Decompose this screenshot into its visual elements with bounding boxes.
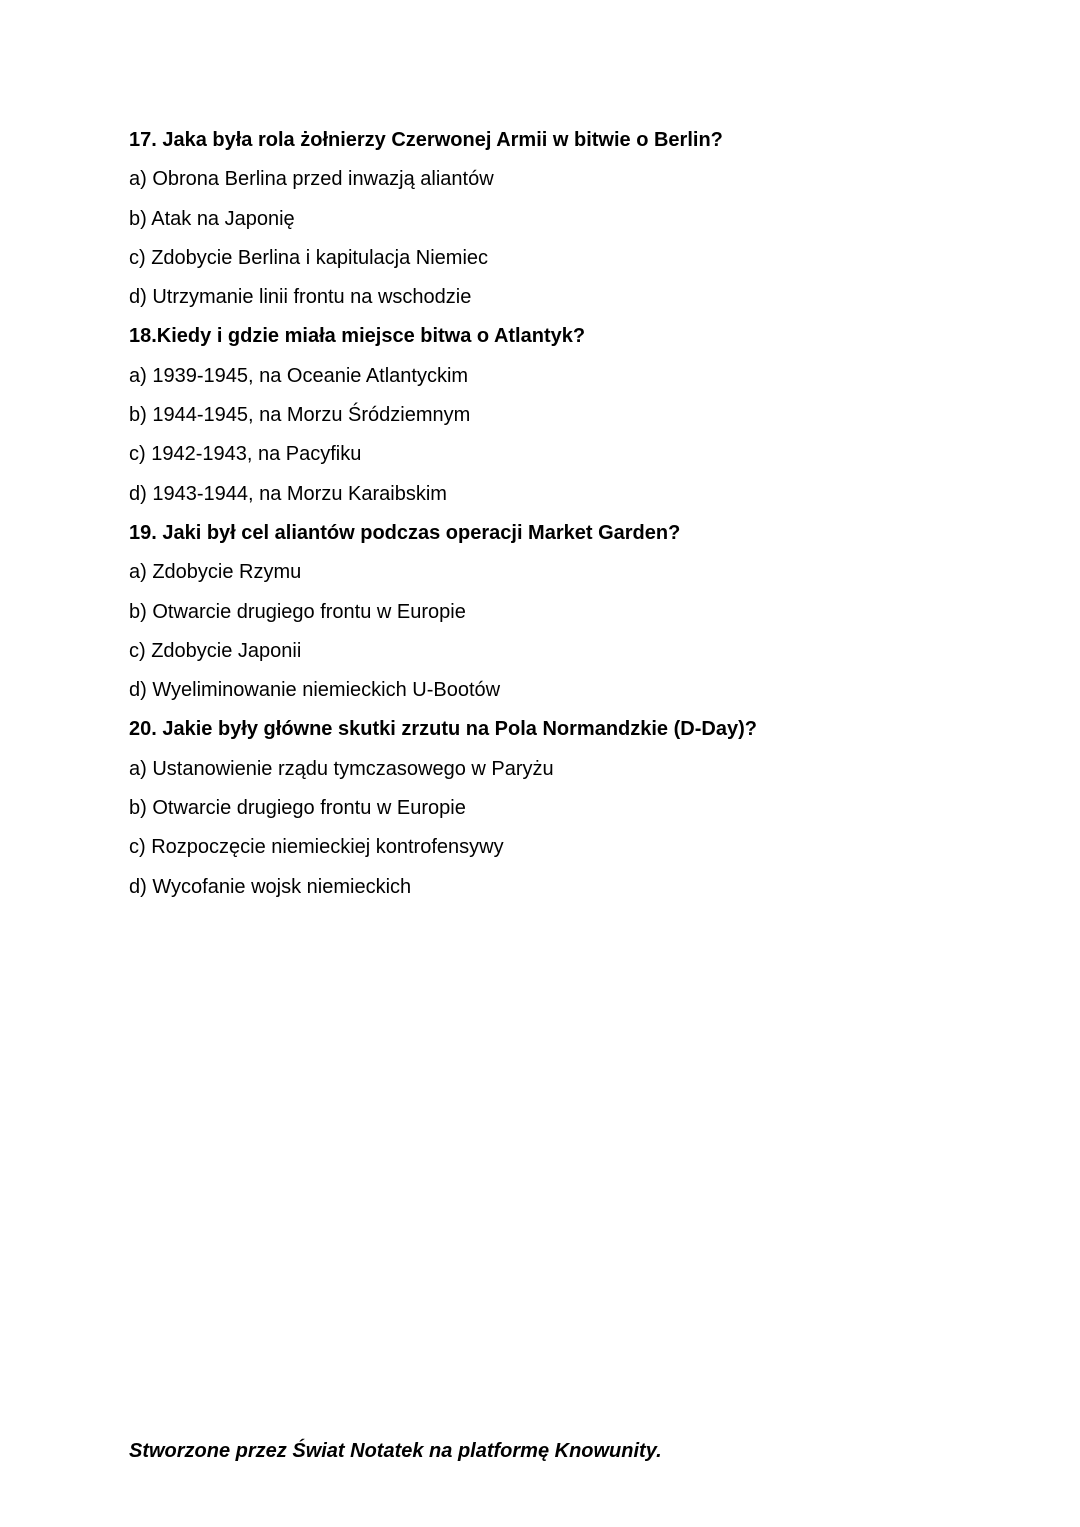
answer-option-a: a) 1939-1945, na Oceanie Atlantyckim: [129, 364, 469, 387]
answer-option-c: c) Rozpoczęcie niemieckiej kontrofensywy: [129, 836, 504, 859]
answer-option-d: d) Utrzymanie linii frontu na wschodzie: [129, 286, 472, 309]
question-text: 20. Jakie były główne skutki zrzutu na Pola Normandzkie (D-Day)?: [129, 718, 757, 741]
answer-option-b: b) 1944-1945, na Morzu Śródziemnym: [129, 404, 471, 427]
question-block-17: [129, 121, 1009, 317]
question-text: 17. Jaka była rola żołnierzy Czerwonej Armii w bitwie o Berlin?: [129, 129, 723, 151]
answer-option-c: c) Zdobycie Japonii: [129, 639, 302, 662]
answer-option-d: d) Wycofanie wojsk niemieckich: [129, 875, 412, 898]
answer-option-d: d) 1943-1944, na Morzu Karaibskim: [129, 482, 447, 505]
answer-option-b: b) Atak na Japonię: [129, 207, 295, 230]
answer-option-b: b) Otwarcie drugiego frontu w Europie: [129, 797, 466, 820]
answer-option-c: c) Zdobycie Berlina i kapitulacja Niemiec: [129, 246, 489, 269]
question-text: 19. Jaki był cel aliantów podczas operacji Market Garden?: [129, 521, 681, 544]
answer-option-a: a) Zdobycie Rzymu: [129, 561, 302, 584]
quiz-section: [129, 121, 1009, 907]
footer-credit: Stworzone przez Świat Notatek na platformę Knowunity.: [129, 1440, 662, 1462]
answer-option-c: c) 1942-1943, na Pacyfiku: [129, 443, 362, 466]
question-text: 18.Kiedy i gdzie miała miejsce bitwa o Atlantyk?: [129, 325, 586, 348]
answer-option-d: d) Wyeliminowanie niemieckich U-Bootów: [129, 679, 501, 702]
answer-option-a: a) Ustanowienie rządu tymczasowego w Paryżu: [129, 757, 554, 780]
question-block-19: [129, 514, 1009, 710]
answer-option-b: b) Otwarcie drugiego frontu w Europie: [129, 600, 466, 623]
answer-option-a: a) Obrona Berlina przed inwazją aliantów: [129, 168, 494, 191]
question-block-18: [129, 317, 1009, 513]
question-block-20: [129, 710, 1009, 906]
